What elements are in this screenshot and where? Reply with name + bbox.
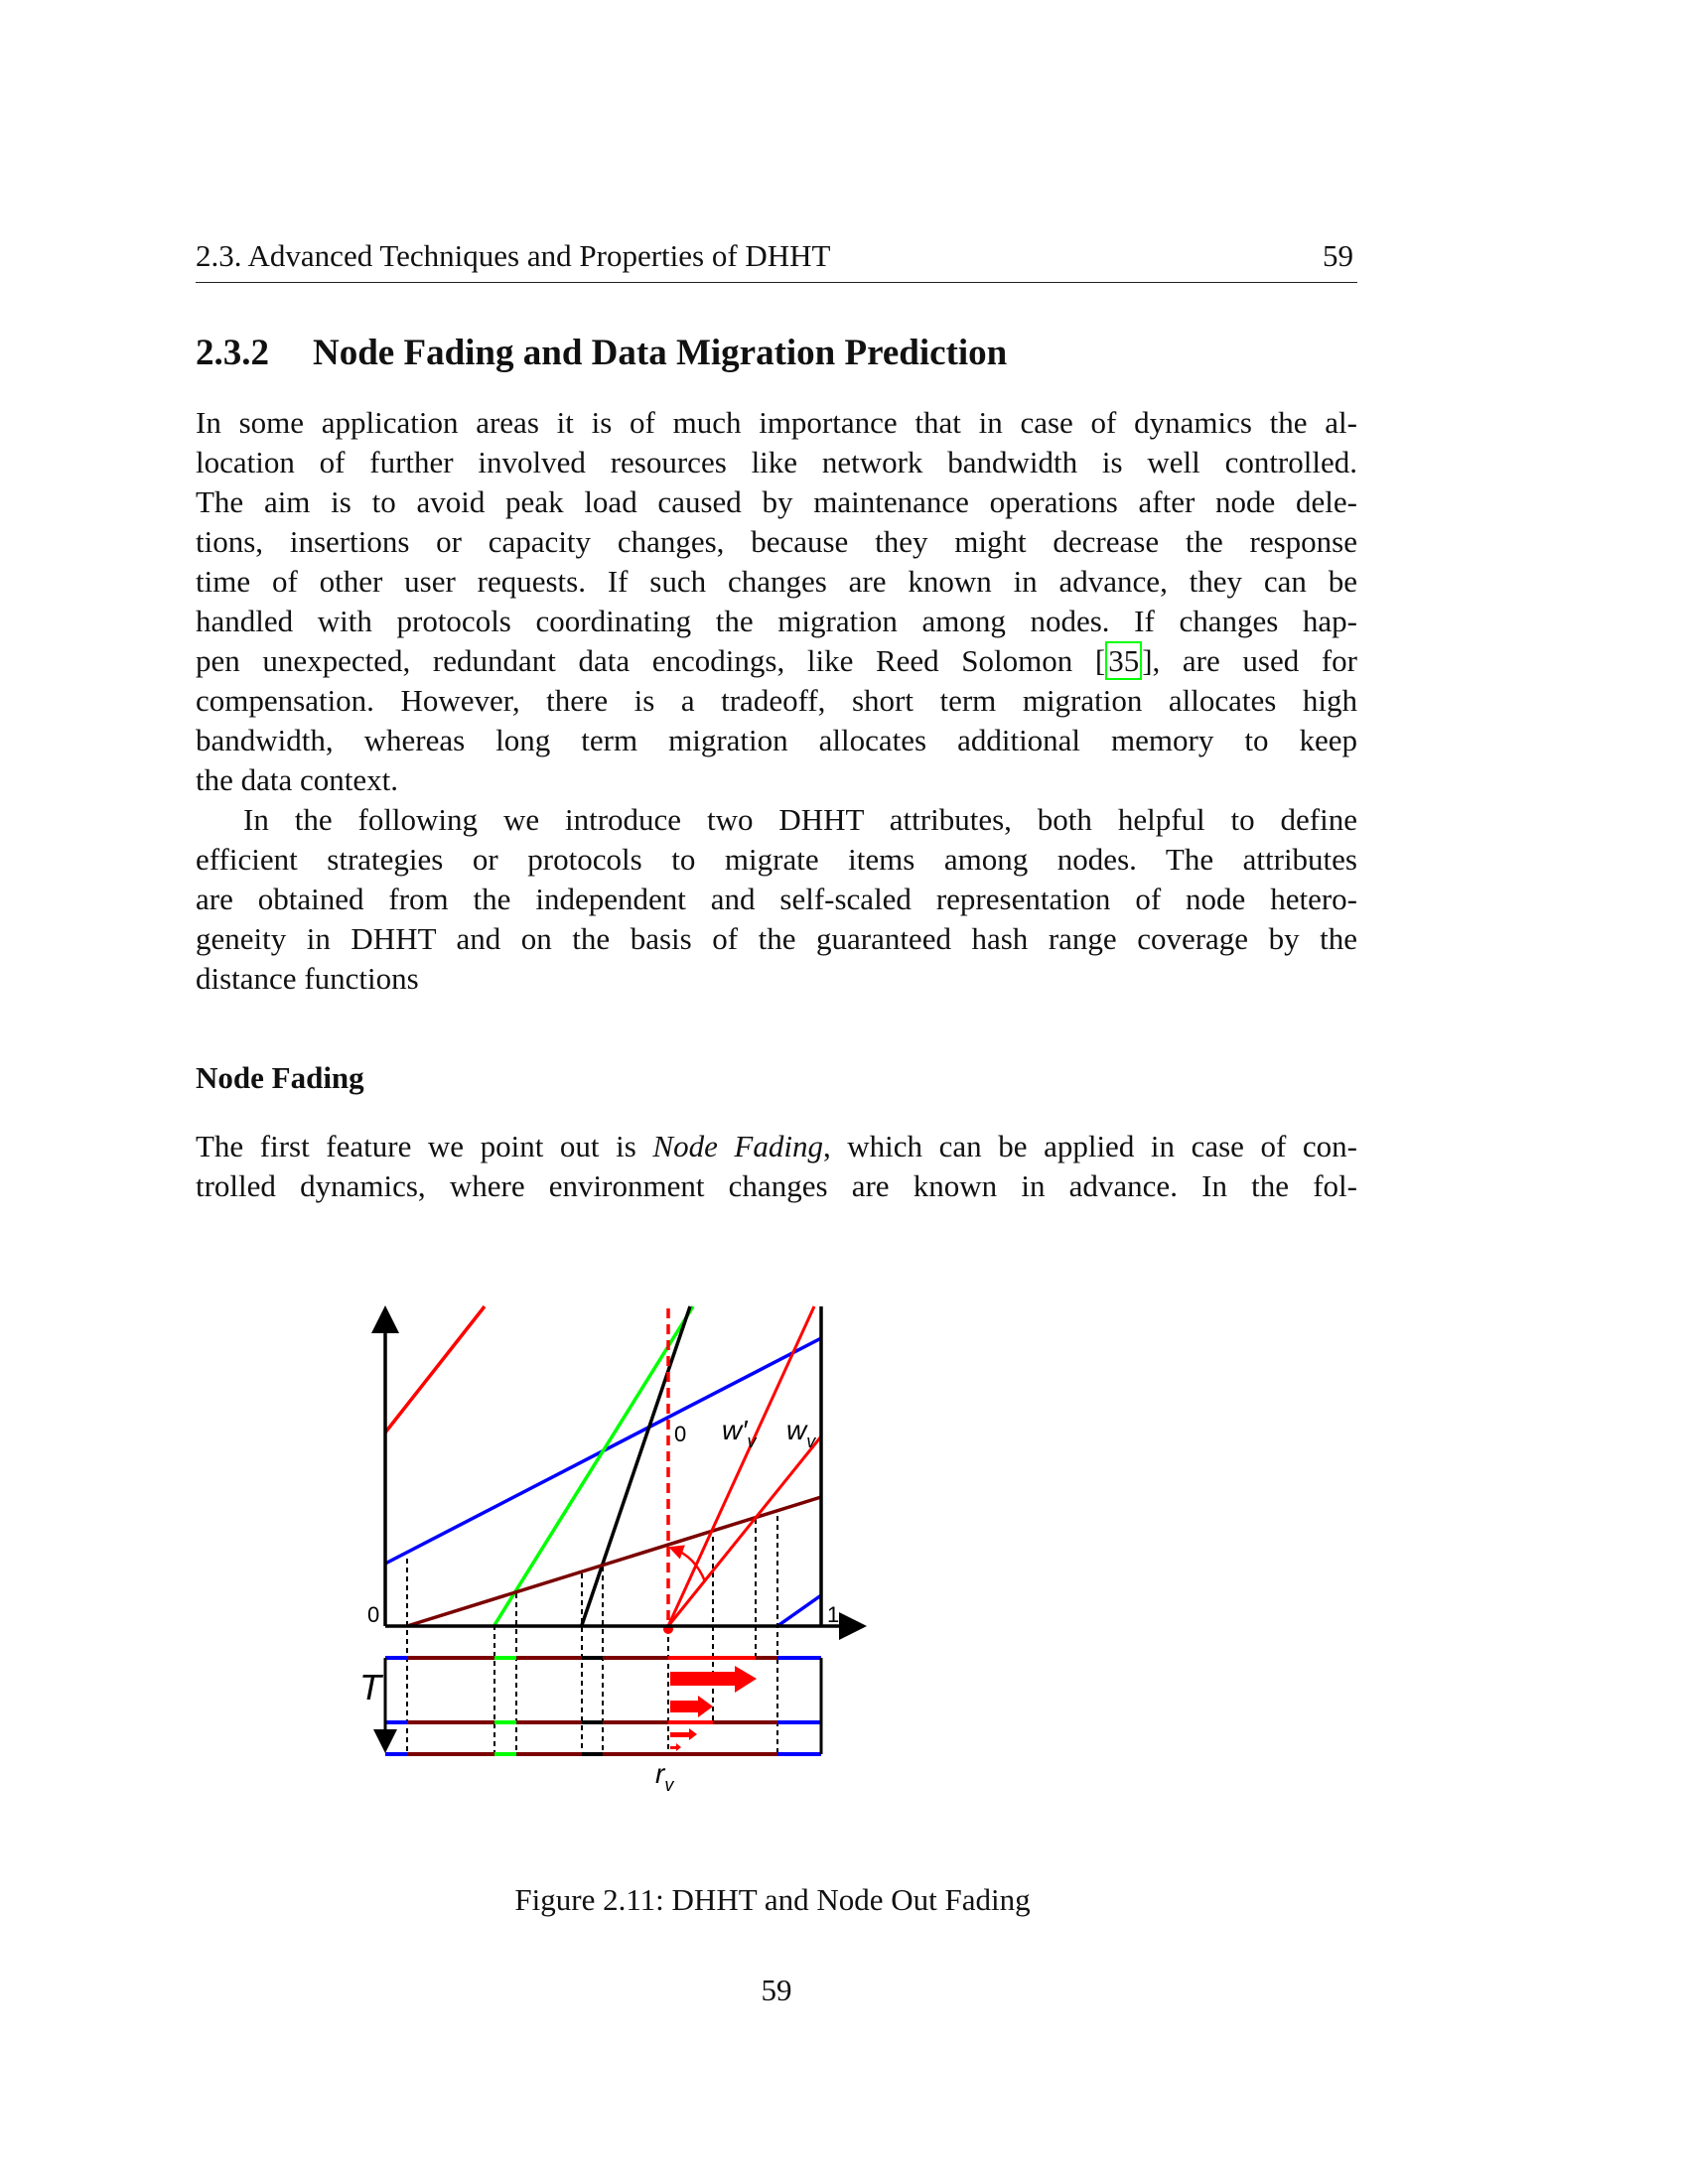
text-span: The first feature we point out is bbox=[196, 1129, 653, 1163]
text-line: geneity in DHHT and on the basis of the guaranteed hash range coverage by the bbox=[196, 921, 1357, 956]
text-line: In the following we introduce two DHHT attributes, both helpful to define bbox=[243, 802, 1357, 837]
migration-arrow-small-icon bbox=[670, 1728, 697, 1740]
w-prime-label: $w'_v$ bbox=[722, 1415, 757, 1451]
red-line-w-prime bbox=[668, 1306, 814, 1626]
migration-arrow-medium-icon bbox=[670, 1696, 713, 1717]
migration-arrow-large-icon bbox=[670, 1666, 757, 1693]
red-line-w bbox=[668, 1436, 821, 1626]
text-line: compensation. However, there is a tradeoff, short term migration allocates high bbox=[196, 683, 1357, 718]
projection-lines bbox=[407, 1516, 777, 1754]
brown-line bbox=[407, 1497, 821, 1626]
text-line: distance functions bbox=[196, 961, 419, 996]
time-label: T bbox=[359, 1667, 381, 1707]
text-line: The aim is to avoid peak load caused by maintenance operations after node dele- bbox=[196, 484, 1357, 519]
text-line: the data context. bbox=[196, 762, 398, 797]
black-line bbox=[582, 1306, 690, 1625]
origin-label: 0 bbox=[367, 1602, 380, 1627]
text-line: In some application areas it is of much importance that in case of dynamics the al- bbox=[196, 405, 1357, 440]
text-line: efficient strategies or protocols to migrate items among nodes. The attributes bbox=[196, 842, 1357, 877]
text-line: handled with protocols coordinating the migration among nodes. If changes hap- bbox=[196, 604, 1357, 638]
migration-arrow-tiny-icon bbox=[670, 1743, 681, 1751]
w-label: $w_v$ bbox=[786, 1415, 816, 1451]
text-span: pen unexpected, redundant data encodings, like Reed Solomon [ bbox=[196, 643, 1106, 678]
section-number: 2.3.2 bbox=[196, 333, 269, 373]
text-span: ], are used for bbox=[1142, 643, 1357, 678]
red-line-left bbox=[385, 1306, 485, 1433]
blue-line-wrap bbox=[777, 1595, 821, 1626]
emphasis: Node Fading bbox=[652, 1129, 823, 1163]
running-header-title: 2.3. Advanced Techniques and Properties of DHHT bbox=[196, 238, 831, 273]
green-line bbox=[494, 1306, 693, 1625]
text-line: trolled dynamics, where environment changes are known in advance. In the fol- bbox=[196, 1168, 1357, 1203]
text-line: time of other user requests. If such changes are known in advance, they can be bbox=[196, 564, 1357, 599]
text-line: tions, insertions or capacity changes, because they might decrease the response bbox=[196, 524, 1357, 559]
text-line: location of further involved resources like network bandwidth is well controlled. bbox=[196, 445, 1357, 479]
citation-link[interactable]: 35 bbox=[1105, 641, 1142, 680]
end-label: 1 bbox=[827, 1602, 840, 1627]
zero-marker-label: 0 bbox=[674, 1422, 687, 1446]
figure-caption: Figure 2.11: DHHT and Node Out Fading bbox=[514, 1882, 1031, 1917]
text-line: bandwidth, whereas long term migration allocates additional memory to keep bbox=[196, 723, 1357, 757]
subsection-heading: Node Fading bbox=[196, 1060, 364, 1095]
r-v-label: $r_v$ bbox=[655, 1758, 674, 1795]
text-line: are obtained from the independent and self-scaled representation of node hetero- bbox=[196, 882, 1357, 916]
running-header-page: 59 bbox=[1323, 238, 1353, 273]
section-title: Node Fading and Data Migration Prediction bbox=[313, 333, 1008, 373]
page-number: 59 bbox=[761, 1973, 792, 2007]
text-span: , which can be applied in case of con- bbox=[822, 1129, 1357, 1163]
